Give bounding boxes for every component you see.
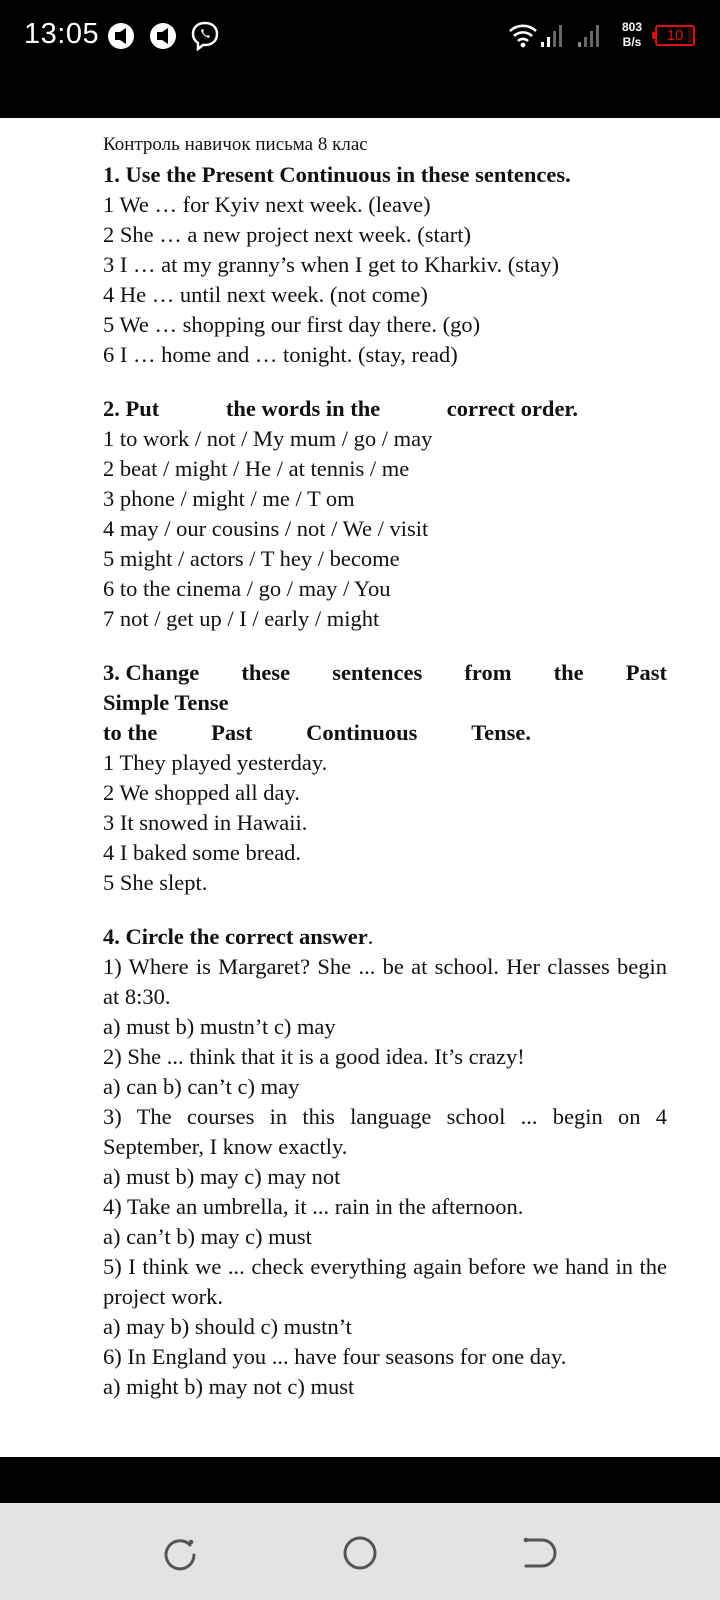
section-1-title: 1. Use the Present Continuous in these sentences. xyxy=(103,162,571,187)
section-4-options: a) might b) may not c) must xyxy=(103,1374,355,1399)
document-image xyxy=(0,118,720,1457)
back-icon[interactable] xyxy=(520,1533,560,1573)
section-1-item: 3 I … at my granny’s when I get to Kharkiv. (stay) xyxy=(103,252,559,277)
battery-icon xyxy=(655,25,695,46)
section-4-title-period: . xyxy=(367,924,374,949)
section-4-options: a) may b) should c) mustn’t xyxy=(103,1314,352,1339)
section-2-item: 7 not / get up / I / early / might xyxy=(103,606,380,631)
section-2-item: 2 beat / might / He / at tennis / me xyxy=(103,456,410,481)
signal-strength-icon xyxy=(577,24,603,48)
worksheet-header: Контроль навичок письма 8 клас xyxy=(103,134,368,155)
section-4-title xyxy=(103,922,667,952)
section-4-question: 1) Where is Margaret? She ... be at school. Her classes begin at 8:30. xyxy=(103,954,667,1009)
section-4-options: a) can’t b) may c) must xyxy=(103,1224,312,1249)
section-1-item: 5 We … shopping our first day there. (go) xyxy=(103,312,481,337)
battery-level-fill xyxy=(688,28,692,43)
network-speed-unit: B/s xyxy=(622,35,642,49)
section-4-question: 6) In England you ... have four seasons for one day. xyxy=(103,1344,567,1369)
section-3-title-word: 3. Change xyxy=(103,660,200,685)
section-2-title-word: 2. Put xyxy=(103,396,160,421)
network-speed-value: 803 xyxy=(621,20,643,34)
status-bar xyxy=(0,0,720,118)
worksheet-content xyxy=(103,130,667,1402)
network-speed xyxy=(617,20,647,50)
section-4-question: 3) The courses in this language school ... begin on 4 September, I know exactly. xyxy=(103,1104,667,1159)
section-3-title-word: Tense. xyxy=(471,720,531,745)
section-2-title-word: the words in the xyxy=(225,396,381,421)
section-3-title-line-3 xyxy=(103,718,531,748)
recent-apps-icon[interactable] xyxy=(160,1533,200,1573)
message-icon xyxy=(106,21,136,51)
section-4-options: a) must b) mustn’t c) may xyxy=(103,1014,336,1039)
section-2-title xyxy=(103,394,578,424)
navigation-bar xyxy=(0,1503,720,1600)
section-1-item: 2 She … a new project next week. (start) xyxy=(103,222,471,247)
section-4-options: a) can b) can’t c) may xyxy=(103,1074,300,1099)
section-1-item: 6 I … home and … tonight. (stay, read) xyxy=(103,342,458,367)
section-3-title-word: Past xyxy=(625,660,667,685)
section-3-title-word: Continuous xyxy=(306,720,418,745)
battery-level: 10 xyxy=(666,27,684,44)
section-3-title-word: sentences xyxy=(332,660,423,685)
section-2-item: 3 phone / might / me / T om xyxy=(103,486,355,511)
section-3-item: 2 We shopped all day. xyxy=(103,780,300,805)
section-2-item: 1 to work / not / My mum / go / may xyxy=(103,426,433,451)
section-4-question: 5) I think we ... check everything again before we hand in the project work. xyxy=(103,1254,667,1309)
wifi-icon xyxy=(508,22,538,48)
viber-icon xyxy=(190,21,220,51)
section-3-item: 1 They played yesterday. xyxy=(103,750,328,775)
section-2-title-word: correct order. xyxy=(446,396,578,421)
section-3-item: 3 It snowed in Hawaii. xyxy=(103,810,308,835)
section-3-title-line-2: Simple Tense xyxy=(103,690,229,715)
section-3-title-word: Past xyxy=(211,720,253,745)
section-3-title-word: from xyxy=(464,660,512,685)
section-2-item: 4 may / our cousins / not / We / visit xyxy=(103,516,429,541)
section-1-item: 1 We … for Kyiv next week. (leave) xyxy=(103,192,431,217)
message-icon xyxy=(148,21,178,51)
home-icon[interactable] xyxy=(340,1533,380,1573)
section-3-item: 5 She slept. xyxy=(103,870,208,895)
section-4-options: a) must b) may c) may not xyxy=(103,1164,341,1189)
section-4-title-text: 4. Circle the correct answer xyxy=(103,924,368,949)
status-time: 13:05 xyxy=(24,18,100,50)
bottom-black-strip xyxy=(0,1457,720,1503)
section-4-question: 2) She ... think that it is a good idea. It’s crazy! xyxy=(103,1044,525,1069)
section-3-title-word: the xyxy=(553,660,584,685)
section-4-question: 4) Take an umbrella, it ... rain in the afternoon. xyxy=(103,1194,524,1219)
section-1-item: 4 He … until next week. (not come) xyxy=(103,282,428,307)
section-3-item: 4 I baked some bread. xyxy=(103,840,302,865)
section-2-item: 6 to the cinema / go / may / You xyxy=(103,576,391,601)
section-3-title xyxy=(103,658,667,688)
signal-strength-icon xyxy=(540,24,566,48)
section-3-title-word: to the xyxy=(103,720,158,745)
section-3-title-word: these xyxy=(241,660,291,685)
section-2-item: 5 might / actors / T hey / become xyxy=(103,546,400,571)
